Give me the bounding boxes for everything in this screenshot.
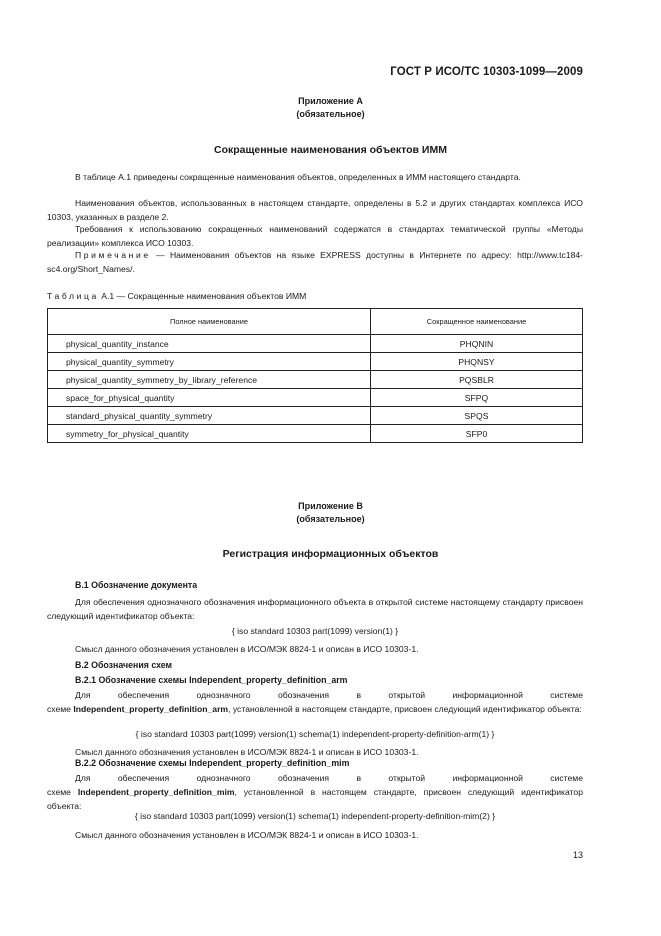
section-b1-text: Для обеспечения однозначного обозначения информационного объекта в открытой системе настоящему стандарту присвоен следующий идентификатор объекта: bbox=[47, 597, 583, 621]
table-row bbox=[48, 425, 583, 443]
table-header-row bbox=[48, 309, 583, 335]
short-names-table bbox=[47, 308, 583, 443]
full-name-cell: physical_quantity_symmetry bbox=[48, 353, 371, 371]
section-b22-text-end: , установленной в настоящем стандарте, присвоен следующий идентификатор объекта: bbox=[47, 787, 583, 811]
annex-a-paragraph-2: Наименования объектов, использованных в настоящем стандарте, определены в 5.2 и других стандартах комплекса ИСО 10303, указанных в разделе 2. bbox=[47, 198, 583, 222]
table-row bbox=[48, 389, 583, 407]
section-b22-meaning: Смысл данного обозначения установлен в ИСО/МЭК 8824-1 и описан в ИСО 10303-1. bbox=[75, 830, 419, 840]
document-code: ГОСТ Р ИСО/ТС 10303-1099—2009 bbox=[390, 66, 583, 78]
section-b1-heading: В.1 Обозначение документа bbox=[75, 580, 198, 590]
full-name-cell: symmetry_for_physical_quantity bbox=[48, 425, 371, 443]
annex-a-note bbox=[47, 248, 583, 276]
section-b22-formula: { iso standard 10303 part(1099) version(1) schema(1) independent-property-definition-mim(2) } bbox=[134, 811, 496, 821]
section-b21-formula: { iso standard 10303 part(1099) version(1) schema(1) independent-property-definition-arm(1) } bbox=[135, 729, 495, 739]
short-name-cell: SFPQ bbox=[371, 389, 583, 407]
table-caption-label: Таблица bbox=[47, 291, 99, 301]
table-caption bbox=[47, 291, 306, 301]
short-name-cell: SFP0 bbox=[371, 425, 583, 443]
table-row bbox=[48, 371, 583, 389]
table-row bbox=[48, 407, 583, 425]
short-name-cell: SPQS bbox=[371, 407, 583, 425]
short-name-cell: PQSBLR bbox=[371, 371, 583, 389]
table-row bbox=[48, 335, 583, 353]
annex-b-heading: Регистрация информационных объектов bbox=[222, 548, 439, 560]
full-name-cell: physical_quantity_symmetry_by_library_reference bbox=[48, 371, 371, 389]
section-b22-text bbox=[47, 771, 583, 813]
section-b22-schema: Independent_property_definition_mim bbox=[77, 787, 235, 797]
column-header-full-name: Полное наименование bbox=[48, 309, 371, 335]
annex-a-paragraph-1: В таблице А.1 приведены сокращенные наименования объектов, определенных в ИММ настоящего стандарта. bbox=[75, 172, 521, 182]
section-b22-text-start: Для обеспечения однозначного обозначения в открытой информационной системе схеме bbox=[47, 773, 583, 797]
table-row bbox=[48, 353, 583, 371]
table-caption-text: А.1 — Сокращенные наименования объектов ИММ bbox=[98, 291, 307, 301]
section-b1-formula: { iso standard 10303 part(1099) version(1) } bbox=[231, 626, 399, 636]
annex-a-title: Приложение А bbox=[298, 96, 363, 106]
full-name-cell: space_for_physical_quantity bbox=[48, 389, 371, 407]
annex-a-paragraph-3: Требования к использованию сокращенных наименований содержатся в стандартах тематической группы «Методы реализации» комплекса ИСО 10303. bbox=[47, 224, 583, 248]
section-b21-schema: Independent_property_definition_arm bbox=[73, 704, 229, 714]
annex-a-status: (обязательное) bbox=[296, 109, 365, 119]
short-name-cell: PHQNSY bbox=[371, 353, 583, 371]
section-b21-meaning: Смысл данного обозначения установлен в ИСО/МЭК 8824-1 и описан в ИСО 10303-1. bbox=[75, 747, 419, 757]
section-b1-meaning: Смысл данного обозначения установлен в ИСО/МЭК 8824-1 и описан в ИСО 10303-1. bbox=[75, 644, 419, 654]
annex-a-heading: Сокращенные наименования объектов ИММ bbox=[214, 144, 447, 156]
section-b21-text-end: , установленной в настоящем стандарте, присвоен следующий идентификатор объекта: bbox=[228, 704, 582, 714]
section-b21-text-start: Для обеспечения однозначного обозначения в открытой информационной системе схеме bbox=[47, 690, 583, 714]
full-name-cell: standard_physical_quantity_symmetry bbox=[48, 407, 371, 425]
annex-b-status: (обязательное) bbox=[296, 514, 365, 524]
note-text: — Наименования объектов на языке EXPRESS доступны в Интернете по адресу: http://www.tc184-sc4.org/Short_Names/. bbox=[47, 250, 583, 274]
short-name-cell: PHQNIN bbox=[371, 335, 583, 353]
section-b2-heading: В.2 Обозначения схем bbox=[75, 660, 173, 670]
section-b21-text bbox=[47, 688, 583, 716]
annex-b-title: Приложение В bbox=[298, 501, 363, 511]
page-number: 13 bbox=[572, 850, 583, 860]
full-name-cell: physical_quantity_instance bbox=[48, 335, 371, 353]
column-header-short-name: Сокращенное наименование bbox=[371, 309, 583, 335]
note-label: Примечание bbox=[75, 250, 151, 260]
section-b21-heading: В.2.1 Обозначение схемы Independent_property_definition_arm bbox=[75, 675, 348, 685]
section-b22-heading: В.2.2 Обозначение схемы Independent_property_definition_mim bbox=[75, 758, 350, 768]
